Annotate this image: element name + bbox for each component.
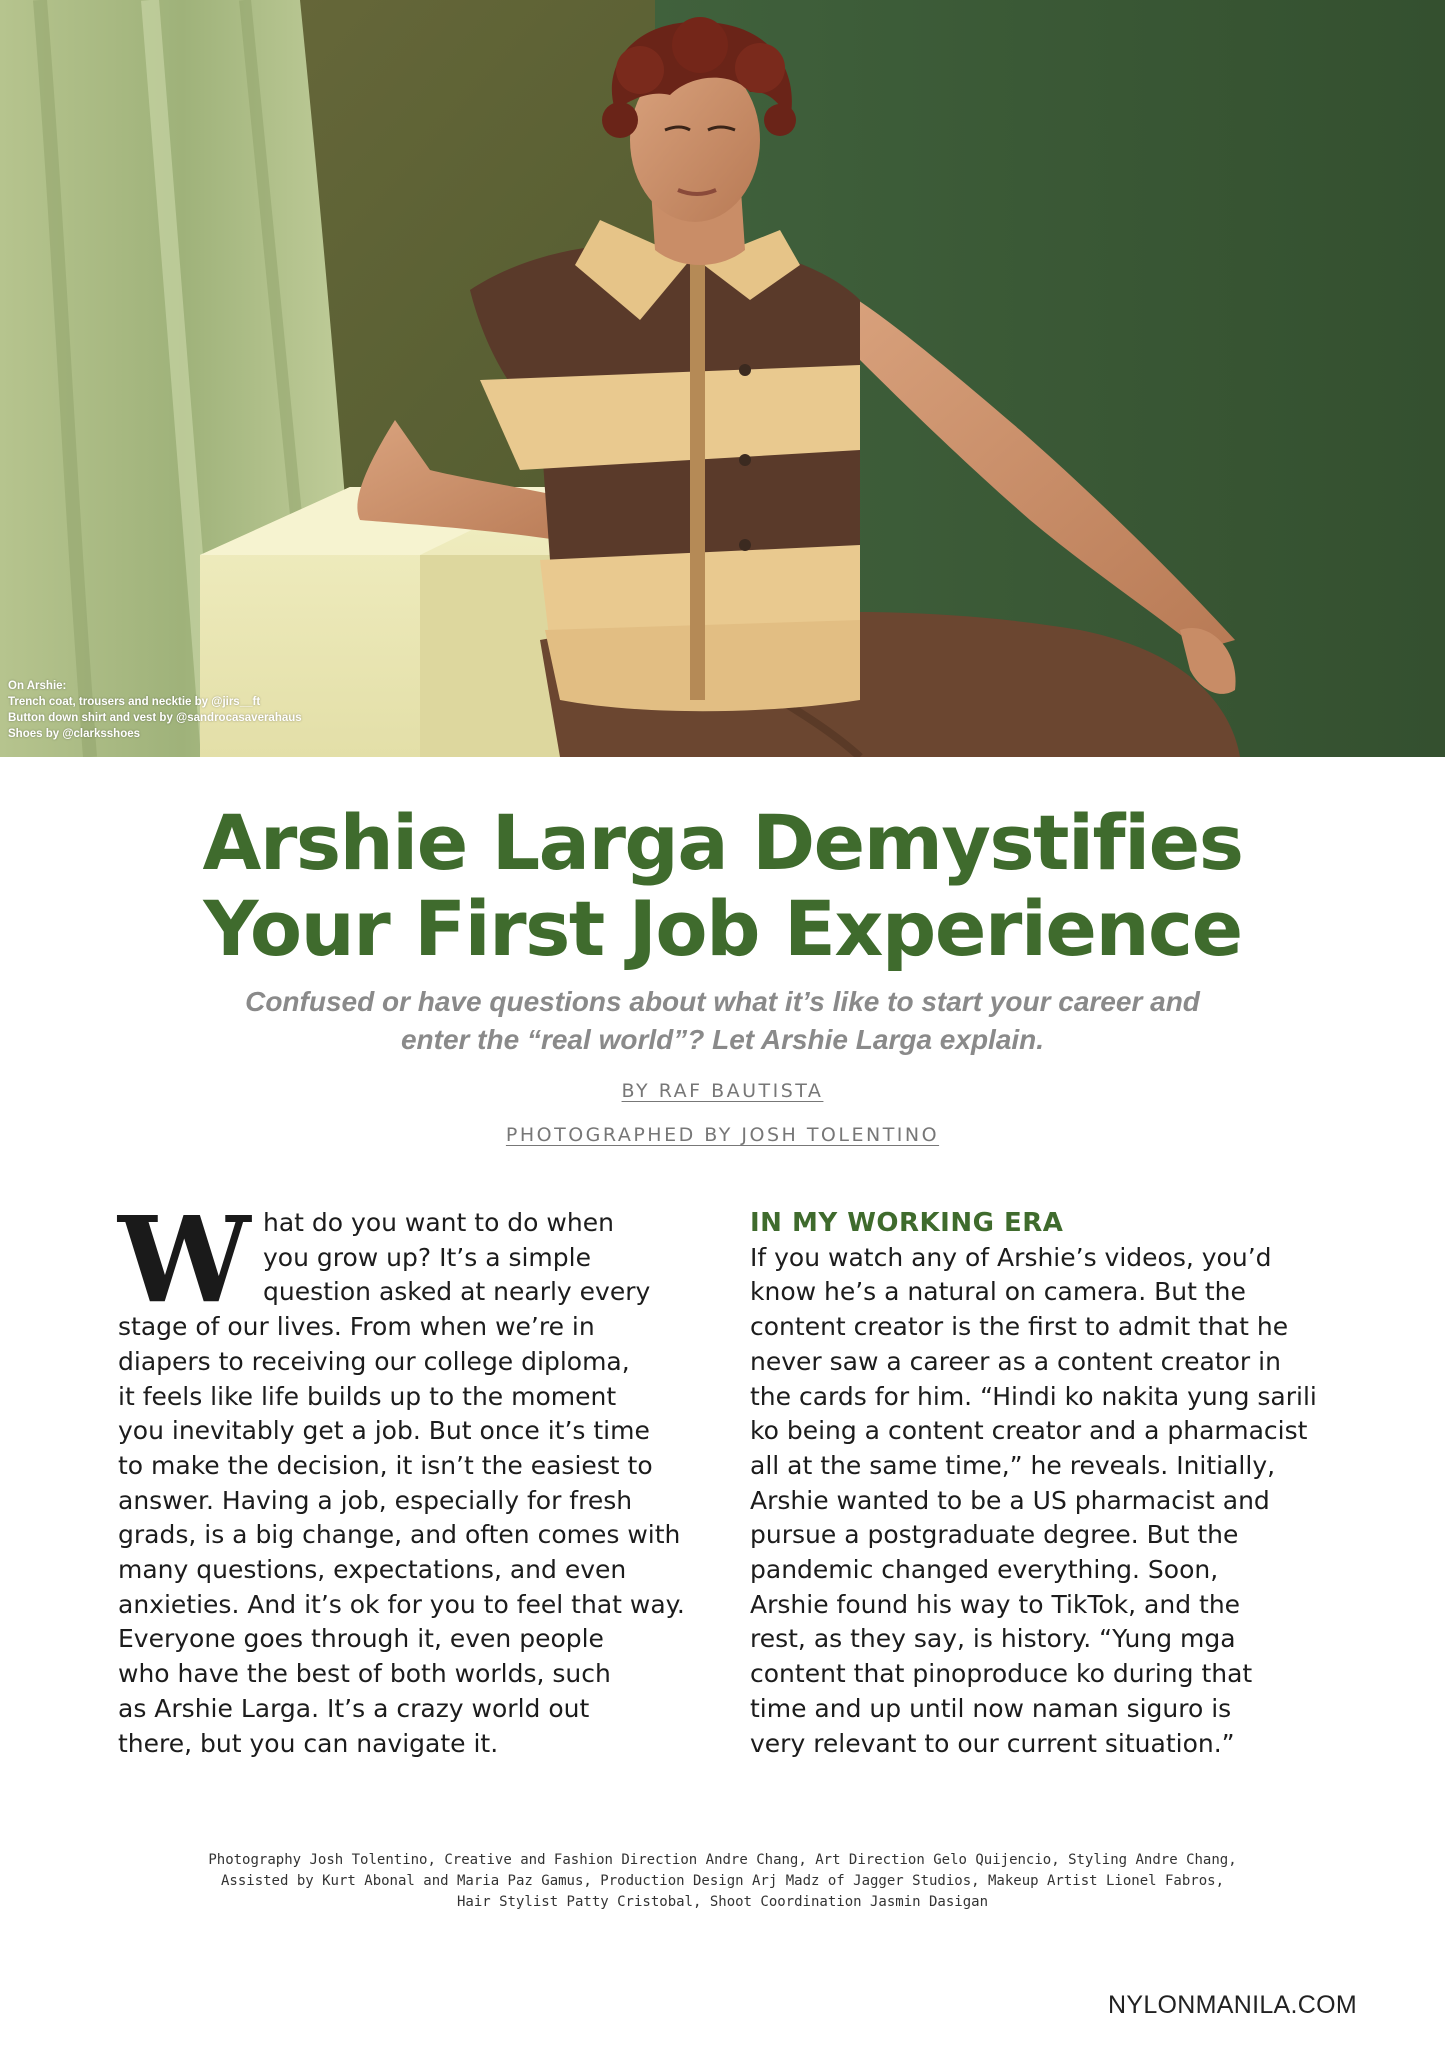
staff-line: Assisted by Kurt Abonal and Maria Paz Gamus, Production Design Arj Madz of Jagger Studios, Makeup Artist Lionel Fabros, [220, 1873, 1225, 1889]
body-line: hat do you want to do when [263, 1208, 614, 1237]
staff-line: Hair Stylist Patty Cristobal, Shoot Coordination Jasmin Dasigan [456, 1894, 988, 1910]
body-line: If you watch any of Arshie’s videos, you’d [750, 1242, 1272, 1272]
article-dek [200, 983, 1245, 1059]
body-line: you grow up? It’s a simple [263, 1242, 591, 1272]
body-line: many questions, expectations, and even [118, 1555, 627, 1585]
body-line: content that pinoproduce ko during that [750, 1659, 1253, 1689]
body-line: answer. Having a job, especially for fresh [118, 1485, 633, 1515]
body-line: time and up until now naman siguro is [750, 1693, 1232, 1723]
body-line: the cards for him. “Hindi ko nakita yung sarili [750, 1381, 1317, 1411]
photographer-byline[interactable]: PHOTOGRAPHED BY JOSH TOLENTINO [505, 1124, 940, 1146]
body-line: there, but you can navigate it. [118, 1728, 499, 1758]
credit-line: Shoes by @clarksshoes [8, 728, 141, 740]
staff-credits [150, 1850, 1295, 1913]
body-line: to make the decision, it isn’t the easiest to [118, 1450, 653, 1480]
body-line: all at the same time,” he reveals. Initially, [750, 1450, 1276, 1480]
dek-line: Confused or have questions about what it’s like to start your career and [245, 986, 1200, 1017]
body-line: ko being a content creator and a pharmacist [750, 1416, 1308, 1446]
body-line: grads, is a big change, and often comes with [118, 1520, 681, 1550]
body-line: anxieties. And it’s ok for you to feel that way. [118, 1589, 685, 1619]
body-line: never saw a career as a content creator in [750, 1346, 1281, 1376]
body-line: stage of our lives. From when we’re in [118, 1312, 595, 1342]
title-line: Your First Job Experience [203, 884, 1242, 973]
body-line: Everyone goes through it, even people [118, 1624, 604, 1654]
credit-line: On Arshie: [8, 680, 67, 692]
body-column-right [750, 1206, 1315, 1761]
body-line: very relevant to our current situation.” [750, 1728, 1235, 1758]
body-line: diapers to receiving our college diploma, [118, 1346, 630, 1376]
title-line: Arshie Larga Demystifies [202, 798, 1243, 887]
body-line: Arshie wanted to be a US pharmacist and [750, 1485, 1270, 1515]
body-line: rest, as they say, is history. “Yung mga [750, 1624, 1236, 1654]
hero-photo [0, 0, 1445, 757]
body-line: as Arshie Larga. It’s a crazy world out [118, 1693, 590, 1723]
credit-line: Button down shirt and vest by @sandrocasaverahaus [8, 712, 302, 724]
article-title [0, 800, 1445, 972]
body-line: content creator is the first to admit that he [750, 1312, 1289, 1342]
body-line: know he’s a natural on camera. But the [750, 1277, 1246, 1307]
dek-line: enter the “real world”? Let Arshie Larga explain. [400, 1024, 1045, 1055]
outfit-credit [8, 678, 302, 742]
drop-cap: W [118, 1190, 243, 1329]
credit-line: Trench coat, trousers and necktie by @jirs__ft [8, 696, 261, 708]
body-line: pursue a postgraduate degree. But the [750, 1520, 1239, 1550]
body-line: who have the best of both worlds, such [118, 1659, 611, 1689]
body-line: pandemic changed everything. Soon, [750, 1555, 1219, 1585]
staff-line: Photography Josh Tolentino, Creative and Fashion Direction Andre Chang, Art Direction Gelo Quijencio, Styling Andre Chang, [208, 1852, 1237, 1868]
body-line: question asked at nearly every [263, 1277, 651, 1307]
author-byline[interactable]: BY RAF BAUTISTA [621, 1080, 824, 1102]
body-line: it feels like life builds up to the moment [118, 1381, 617, 1411]
body-column-left [118, 1190, 685, 1761]
site-url[interactable]: NYLONMANILA.COM [1108, 1991, 1357, 2019]
body-line: you inevitably get a job. But once it’s time [118, 1416, 650, 1446]
body-line: Arshie found his way to TikTok, and the [750, 1589, 1241, 1619]
portrait-illustration [0, 0, 1445, 757]
section-heading: IN MY WORKING ERA [750, 1208, 1064, 1238]
